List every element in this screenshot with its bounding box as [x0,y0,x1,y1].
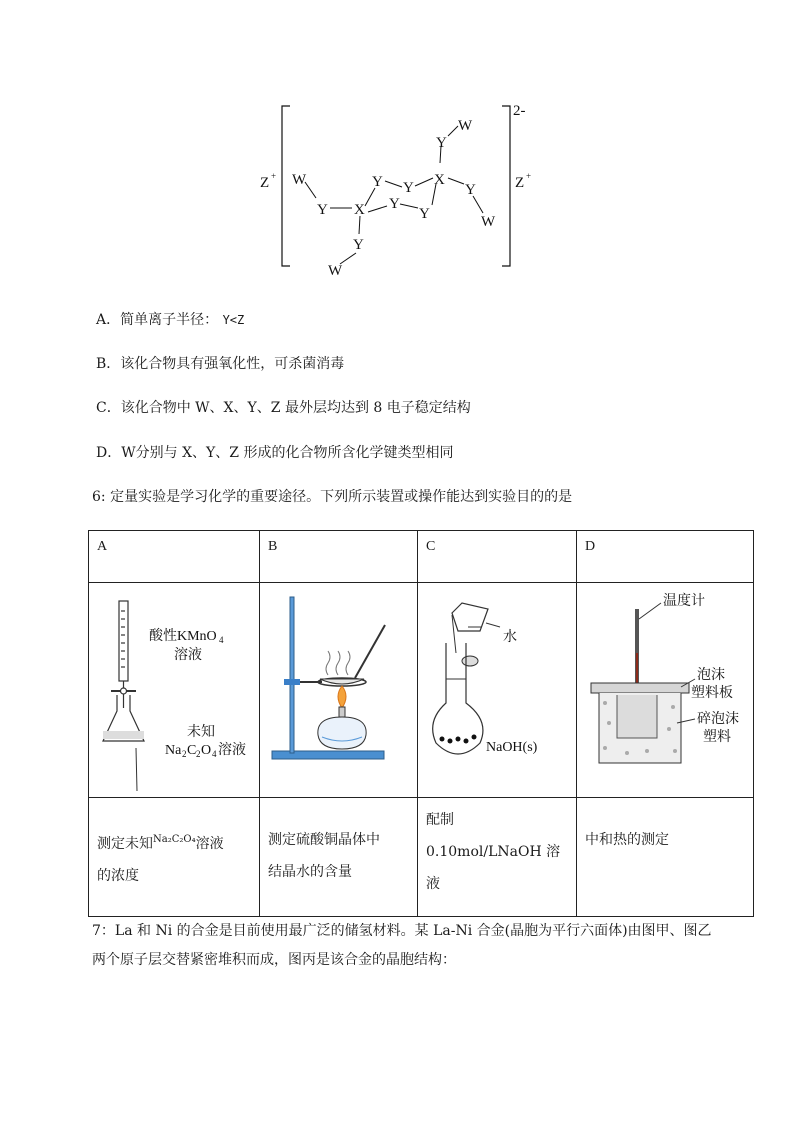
subscript: 4 [212,749,217,759]
foam-label-2: 塑料 [703,730,731,745]
desc-a-formula: Na₂C₂O₄ [153,834,196,845]
atom-w: W [328,263,343,279]
desc-c-line3: 液 [426,876,440,892]
reagent-label-2: 溶液 [174,648,202,663]
board-label-2: 塑料板 [691,686,733,701]
o-label: O [201,743,212,758]
question-6: 6: 定量实验是学习化学的重要途径。下列所示装置或操作能达到实验目的的是 [92,489,573,505]
description-c [418,798,577,917]
experiment-table [88,530,754,917]
counter-ion-left: Z [260,175,270,191]
atom-y: Y [436,135,447,151]
option-c: C．该化合物中 W、X、Y、Z 最外层均达到 8 电子稳定结构 [96,400,471,416]
charge-label: 2- [513,103,526,119]
desc-a-line2: 的浓度 [97,868,139,884]
atom-y: Y [317,202,328,218]
counter-ion-right-charge: + [526,171,532,181]
clamp [284,679,300,685]
option-d: D．W分别与 X、Y、Z 形成的化合物所含化学键类型相同 [96,445,454,461]
header-c: C [418,531,577,583]
stopper [462,656,478,666]
atom-y: Y [372,174,383,190]
option-a-value: Y<Z [222,313,245,327]
na-label: Na [165,743,182,758]
inner-beaker [617,695,657,738]
alcohol-lamp [318,717,366,749]
option-b: B．该化合物具有强氧化性，可杀菌消毒 [96,356,345,372]
subscript: 2 [182,749,187,759]
desc-b-line2: 结晶水的含量 [268,864,352,880]
figure-a-titration [89,583,260,798]
board-label-1: 泡沫 [697,668,725,683]
right-bracket [502,106,510,266]
reagent-subscript: 4 [219,635,224,645]
question-7-line2: 两个原子层交替紧密堆积而成，图丙是该合金的晶胞结构： [92,952,456,968]
counter-ion-left-charge: + [271,171,277,181]
atom-x: X [354,202,365,218]
desc-c-line1: 配制 [426,812,454,828]
ion-structure-diagram [250,98,550,288]
atom-y: Y [389,196,400,212]
counter-ion-right: Z [515,175,525,191]
naoh-label: NaOH(s) [486,740,538,755]
header-d: D [577,531,754,583]
desc-c-line2: 0.10mol/LNaOH 溶 [426,844,561,860]
option-a-text: A．简单离子半径： [96,312,219,328]
thermometer-label: 温度计 [663,594,705,609]
glass-rod [355,625,385,678]
option-a [96,309,244,329]
figure-d-calorimeter [577,583,754,798]
atom-y: Y [353,237,364,253]
header-a: A [89,531,260,583]
foam-label-1: 碎泡沫 [697,712,739,727]
desc-b-line1: 测定硫酸铜晶体中 [268,832,380,848]
atom-y: Y [403,180,414,196]
atom-w: W [292,172,307,188]
flame [338,686,346,708]
figure-b-heating [260,583,418,798]
description-b [260,798,418,917]
water-label: 水 [503,630,517,645]
header-b: B [260,531,418,583]
stand-base [272,751,384,759]
left-bracket [282,106,290,266]
unknown-label: 未知 [187,725,215,740]
question-7-line1: 7：La 和 Ni 的合金是目前使用最广泛的储氢材料。某 La-Ni 合金(晶胞为平行六面体)由图甲、图乙 [92,923,712,939]
c-label: C [187,743,197,758]
atom-x: X [434,172,445,188]
desc-a-pre: 测定未知 [97,836,153,852]
stand-rod [290,597,294,753]
reagent-label: 酸性KMnO [149,629,217,644]
description-d [577,798,754,917]
atom-y: Y [419,206,430,222]
atom-y: Y [465,182,476,198]
atom-w: W [458,118,473,134]
burette [119,601,128,681]
crucible [320,679,364,684]
foam-board [591,683,689,693]
description-a [89,798,260,917]
atom-w: W [481,214,496,230]
subscript: 2 [196,749,201,759]
solution-label: 溶液 [218,743,246,758]
figure-c-volumetric-flask [418,583,577,798]
bonds [305,126,483,264]
desc-d-line1: 中和热的测定 [585,832,669,848]
desc-a-post: 溶液 [195,836,224,852]
